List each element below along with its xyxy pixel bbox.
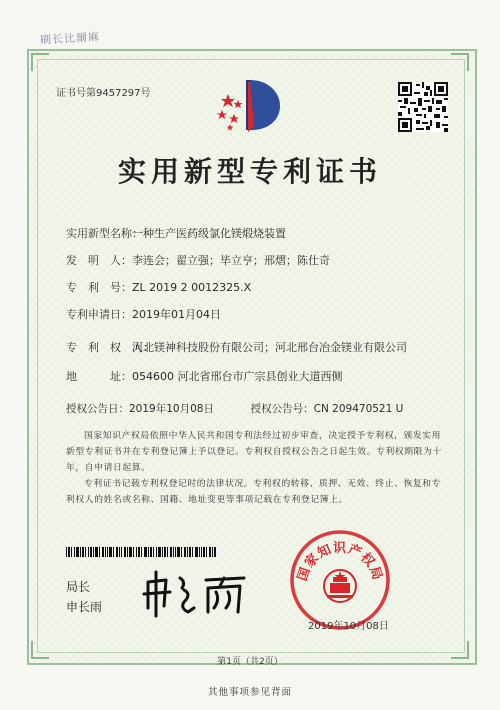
inventor-row bbox=[66, 252, 446, 268]
footer-note: 其他事项参见背面 bbox=[207, 687, 292, 698]
field-value: 河北镁神科技股份有限公司；河北邢台冶金镁业有限公司 bbox=[132, 341, 407, 354]
director-title: 局长 bbox=[66, 580, 91, 594]
field-label: 地 址： bbox=[66, 370, 132, 383]
corner-ornament bbox=[451, 53, 469, 71]
grant-date-value: 2019年10月08日 bbox=[129, 403, 214, 415]
seal-date: 2019年10月08日 bbox=[308, 621, 389, 632]
patent-number-row bbox=[66, 279, 446, 295]
barcode-icon bbox=[66, 547, 216, 557]
field-value: 054600 河北省邢台市广宗县创业大道西侧 bbox=[132, 370, 343, 383]
certificate-title: 实用新型专利证书 bbox=[117, 155, 382, 188]
grant-row bbox=[66, 401, 403, 416]
field-label: 专 利 权 人： bbox=[66, 341, 154, 354]
handwritten-note: 刷长比爾麻 bbox=[39, 30, 101, 47]
utility-model-name-row bbox=[66, 225, 446, 241]
grant-number-label: 授权公告号： bbox=[250, 403, 314, 415]
corner-ornament bbox=[31, 53, 49, 71]
page-number: 第1页（共2页） bbox=[217, 657, 283, 667]
patentee-row bbox=[66, 339, 446, 355]
inner-border bbox=[37, 59, 465, 653]
director-signature-icon bbox=[140, 568, 260, 620]
field-value: 2019年01月04日 bbox=[132, 308, 221, 321]
address-row bbox=[66, 368, 446, 384]
certificate-number: 证书号第9457297号 bbox=[56, 88, 151, 99]
field-label: 发 明 人： bbox=[66, 254, 132, 267]
director-name: 申长雨 bbox=[66, 600, 103, 614]
field-value: 李连会；翟立强；毕立亨；邢熠；陈仕奇 bbox=[132, 254, 330, 267]
field-label: 专 利 号： bbox=[66, 281, 132, 294]
qr-code-icon bbox=[398, 82, 448, 132]
field-label: 实用新型名称： bbox=[66, 227, 143, 240]
legal-paragraph-2: 专利证书记载专利权登记时的法律状况。专利权的转移、质押、无效、终止、恢复和专利权人的姓名或名称、国籍、地址变更等事项记载在专利登记簿上。 bbox=[66, 479, 442, 505]
legal-paragraph-1: 国家知识产权局依照中华人民共和国专利法经过初步审查，决定授予专利权，颁发实用新型专利证书并在专利登记簿上予以登记。专利权自授权公告之日起生效。专利权期限为十年，自申请日起算。 bbox=[66, 431, 442, 473]
filing-date-row bbox=[66, 306, 446, 322]
field-value: ZL 2019 2 0012325.X bbox=[132, 281, 252, 294]
field-label: 专利申请日： bbox=[66, 308, 132, 321]
seal-text: 国家知识产权局 bbox=[295, 541, 385, 583]
grant-number-value: CN 209470521 U bbox=[313, 403, 404, 415]
field-value: 一种生产医药级氯化镁煅烧装置 bbox=[132, 227, 286, 240]
cnipa-logo-icon bbox=[210, 74, 290, 136]
grant-date-label: 授权公告日： bbox=[66, 403, 129, 415]
